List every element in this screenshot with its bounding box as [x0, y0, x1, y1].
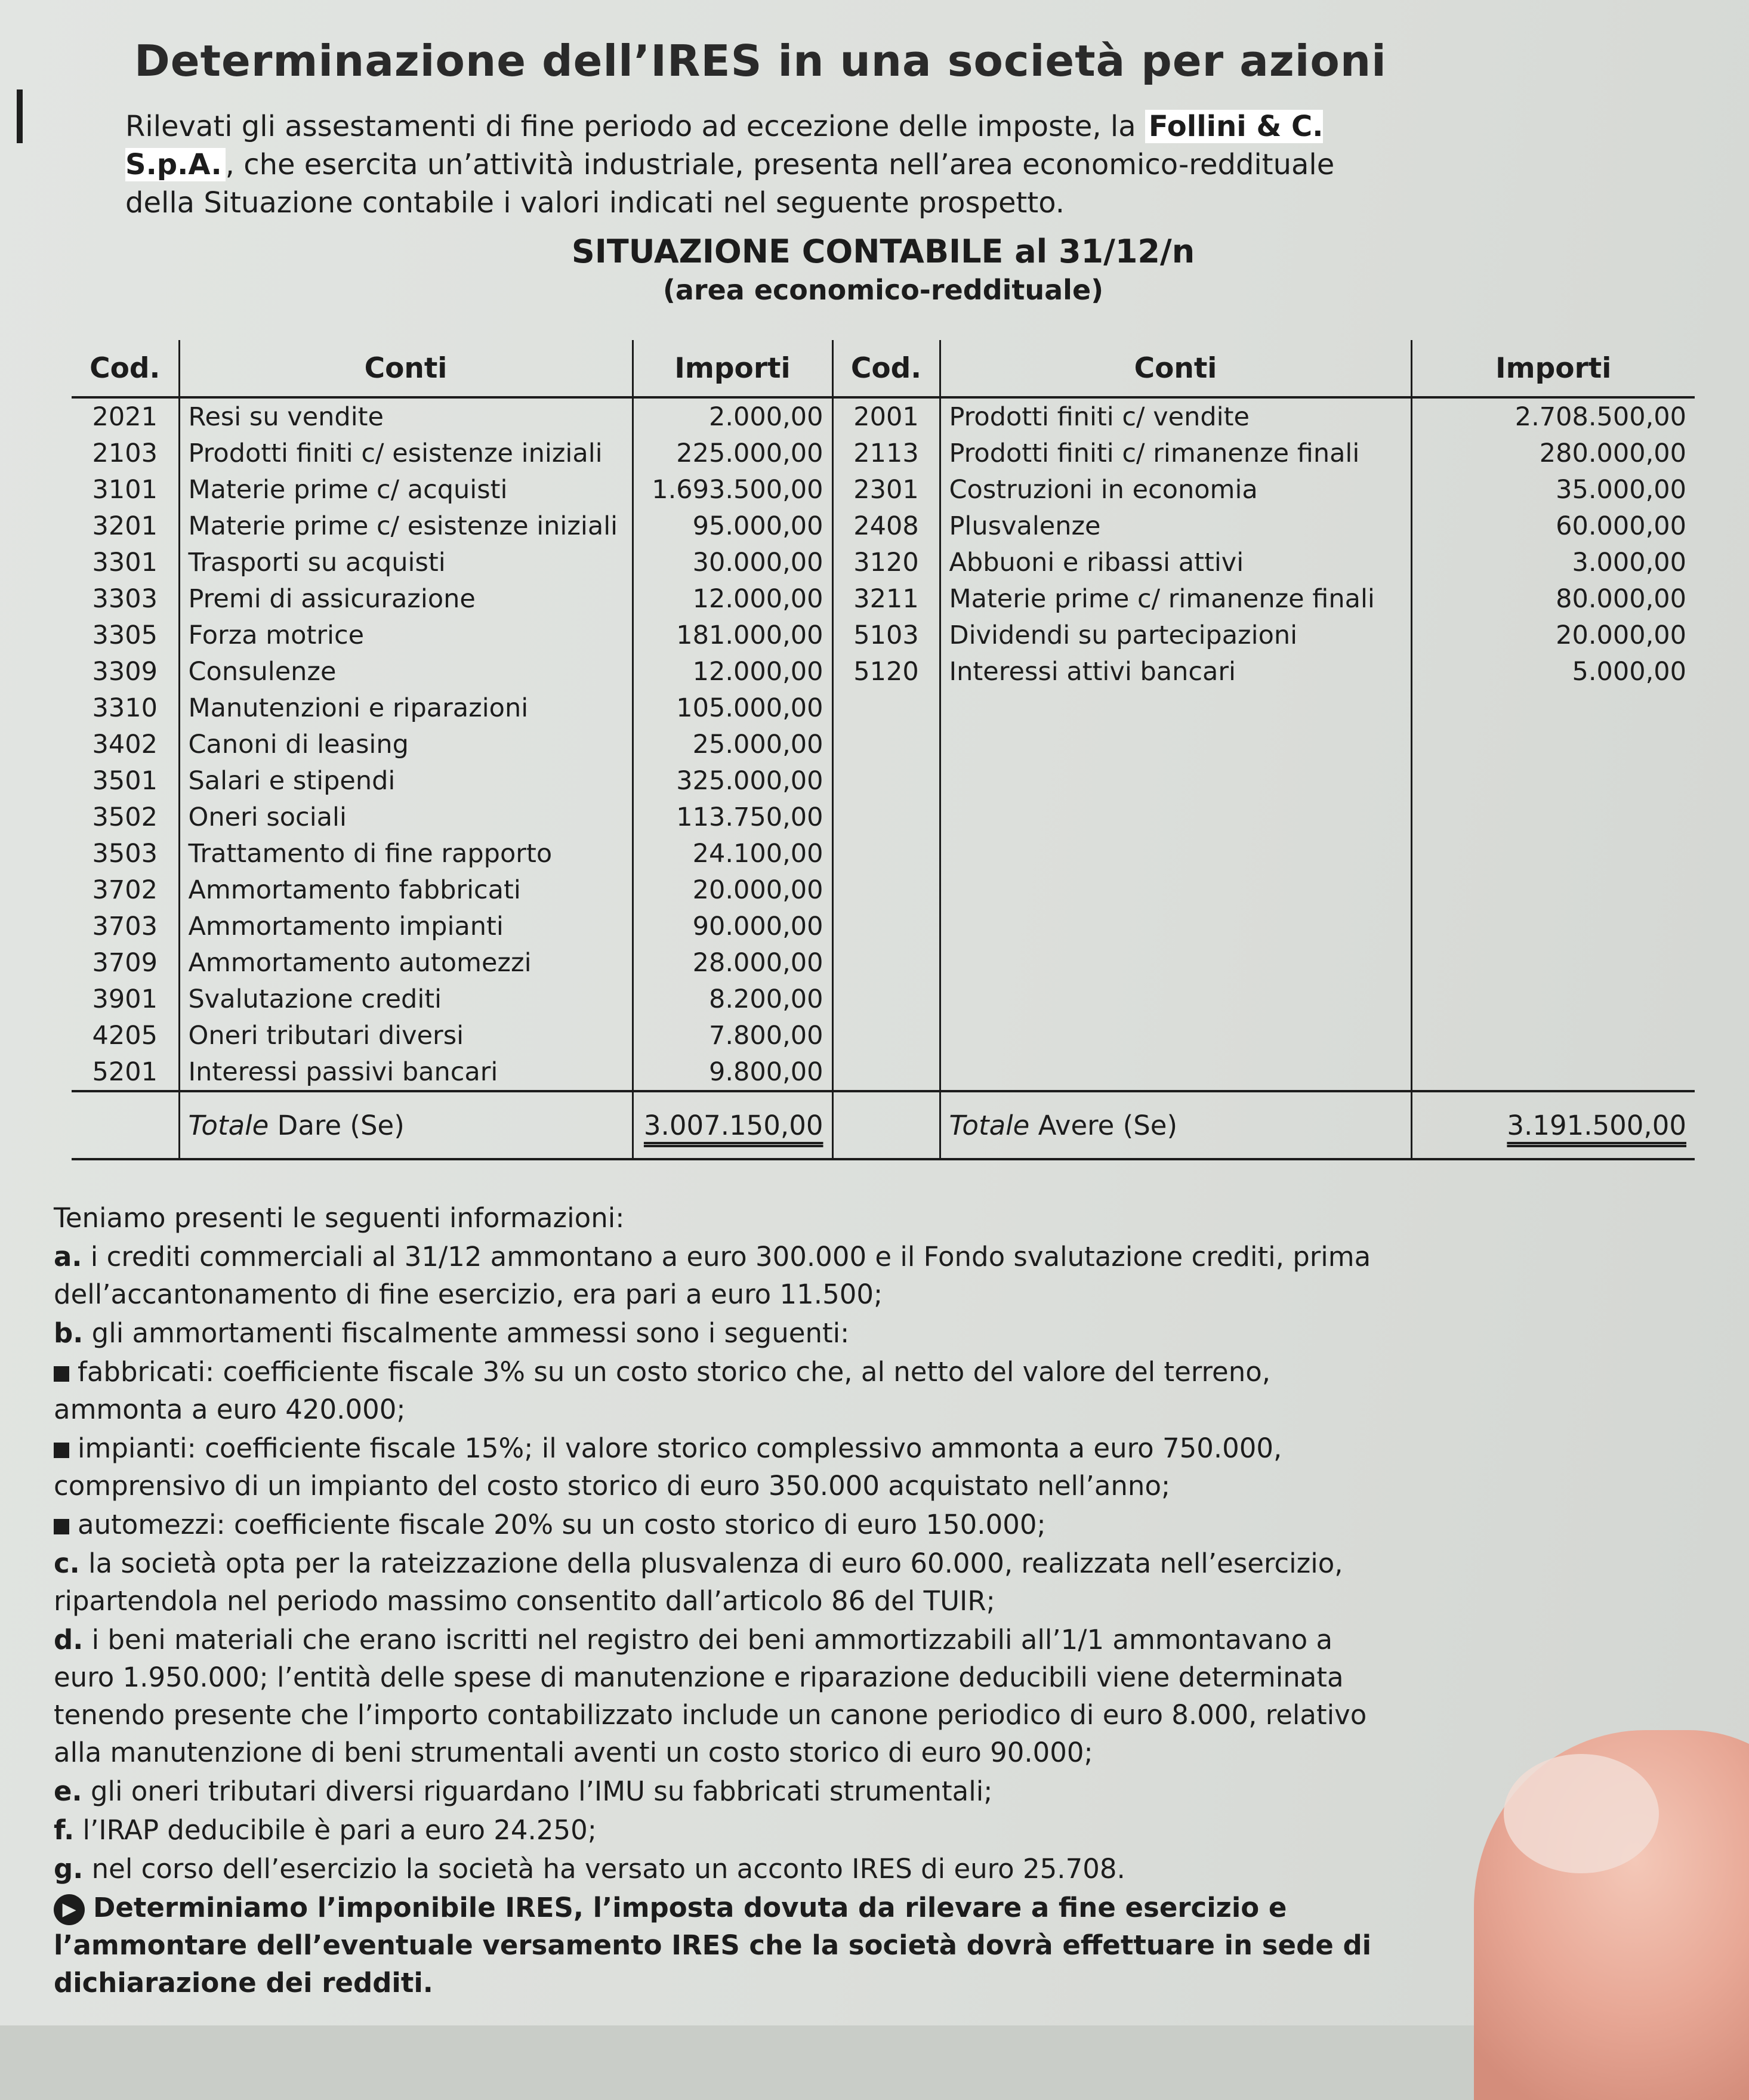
exercise-title: Determinazione dell’IRES in una società per azioni [134, 36, 1387, 86]
dare-conto: Oneri tributari diversi [179, 1017, 633, 1054]
avere-cod: 5103 [832, 617, 940, 653]
avere-importo [1411, 908, 1695, 944]
table-row [72, 508, 1695, 544]
table-row [72, 544, 1695, 580]
avere-conto [940, 799, 1411, 835]
intro-before: Rilevati gli assestamenti di fine periodo ad eccezione delle imposte, la [125, 110, 1145, 143]
dare-conto: Materie prime c/ esistenze iniziali [179, 508, 633, 544]
company-name: Follini & C. S.p.A. [125, 110, 1324, 181]
avere-cod [832, 690, 940, 726]
dare-importo: 12.000,00 [633, 580, 832, 617]
avere-conto [940, 981, 1411, 1017]
table-row [72, 726, 1695, 762]
avere-cod: 5120 [832, 653, 940, 690]
thumbnail-highlight [1504, 1754, 1659, 1873]
dare-importo: 113.750,00 [633, 799, 832, 835]
avere-conto [940, 1017, 1411, 1054]
avere-cod [832, 944, 940, 981]
table-row [72, 653, 1695, 690]
dare-cod: 3709 [92, 947, 158, 978]
avere-cod: 3211 [832, 580, 940, 617]
header-cod-dare: Cod. [72, 340, 179, 397]
avere-importo: 5.000,00 [1411, 653, 1695, 690]
avere-cod: 3120 [832, 544, 940, 580]
avere-conto [940, 726, 1411, 762]
avere-conto: Abbuoni e ribassi attivi [940, 544, 1411, 580]
avere-importo [1411, 1054, 1695, 1091]
table-row [72, 580, 1695, 617]
totale-dare-value: 3.007.150,00 [633, 1091, 832, 1159]
avere-cod [832, 726, 940, 762]
note-e: e. gli oneri tributari diversi riguardano l’IMU su fabbricati strumentali; [54, 1775, 993, 1807]
note-g: g. nel corso dell’esercizio la società ha versato un acconto IRES di euro 25.708. [54, 1853, 1125, 1885]
note-d: d. i beni materiali che erano iscritti nel registro dei beni ammortizzabili all’1/1 ammontavano a euro 1.950.000; l’entità delle spese di manutenzione e riparazione deducibili viene determinata tenendo presente che l’importo contabilizzato include un canone periodico di euro 8.000, relativo alla manutenzione di beni strumentali aventi un costo storico di euro 90.000; [54, 1624, 1367, 1768]
header-conti-avere: Conti [940, 340, 1411, 397]
note-b: b. gli ammortamenti fiscalmente ammessi sono i seguenti: [54, 1317, 850, 1349]
dare-cod: 3101 [92, 474, 158, 505]
dare-conto: Premi di assicurazione [179, 580, 633, 617]
avere-cod: 2001 [832, 397, 940, 435]
dare-importo: 30.000,00 [633, 544, 832, 580]
note-a: a. i crediti commerciali al 31/12 ammontano a euro 300.000 e il Fondo svalutazione crediti, prima dell’accantonamento di fine esercizio, era pari a euro 11.500; [54, 1241, 1371, 1310]
avere-importo: 280.000,00 [1411, 435, 1695, 471]
dare-importo: 12.000,00 [633, 653, 832, 690]
avere-conto: Prodotti finiti c/ vendite [940, 397, 1411, 435]
bullet-square-icon [54, 1366, 69, 1382]
dare-importo: 90.000,00 [633, 908, 832, 944]
avere-importo: 20.000,00 [1411, 617, 1695, 653]
header-conti-dare: Conti [179, 340, 633, 397]
totale-avere-value: 3.191.500,00 [1411, 1091, 1695, 1159]
avere-cod [832, 872, 940, 908]
avere-importo [1411, 944, 1695, 981]
dare-cod: 3305 [92, 620, 158, 650]
statement-title: SITUAZIONE CONTABILE al 31/12/n [571, 233, 1195, 270]
avere-conto [940, 944, 1411, 981]
dare-importo: 24.100,00 [633, 835, 832, 872]
note-b1: fabbricati: coefficiente fiscale 3% su un costo storico che, al netto del valore del terreno, ammonta a euro 420.000; [54, 1356, 1271, 1425]
avere-cod [832, 908, 940, 944]
dare-cod: 3502 [92, 802, 158, 832]
avere-conto [940, 908, 1411, 944]
avere-cod: 2408 [832, 508, 940, 544]
avere-cod: 2113 [832, 435, 940, 471]
table-row [72, 908, 1695, 944]
dare-importo: 225.000,00 [633, 435, 832, 471]
avere-conto: Materie prime c/ rimanenze finali [940, 580, 1411, 617]
dare-importo: 20.000,00 [633, 872, 832, 908]
note-c: c. la società opta per la rateizzazione della plusvalenza di euro 60.000, realizzata nell’esercizio, ripartendola nel periodo massimo consentito dall’articolo 86 del TUIR; [54, 1548, 1343, 1617]
dare-conto: Manutenzioni e riparazioni [179, 690, 633, 726]
dare-conto: Prodotti finiti c/ esistenze iniziali [179, 435, 633, 471]
table-row [72, 435, 1695, 471]
dare-conto: Oneri sociali [179, 799, 633, 835]
dare-importo: 9.800,00 [633, 1054, 832, 1091]
dare-conto: Salari e stipendi [179, 762, 633, 799]
avere-importo [1411, 981, 1695, 1017]
avere-conto: Plusvalenze [940, 508, 1411, 544]
totals-row [72, 1091, 1695, 1159]
avere-importo [1411, 1017, 1695, 1054]
dare-cod: 2021 [92, 402, 158, 432]
avere-importo [1411, 690, 1695, 726]
avere-cod [832, 835, 940, 872]
dare-cod: 2103 [92, 438, 158, 468]
table-row [72, 944, 1695, 981]
avere-conto: Prodotti finiti c/ rimanenze finali [940, 435, 1411, 471]
table-row [72, 617, 1695, 653]
dare-cod: 4205 [92, 1020, 158, 1051]
dare-cod: 3310 [92, 693, 158, 723]
ledger-table [72, 340, 1695, 1160]
avere-importo: 35.000,00 [1411, 471, 1695, 508]
table-row [72, 981, 1695, 1017]
statement-header [78, 233, 1689, 306]
information-list [54, 1199, 1396, 2003]
dare-cod: 3501 [92, 765, 158, 796]
dare-conto: Resi su vendite [179, 397, 633, 435]
note-b3: automezzi: coefficiente fiscale 20% su un costo storico di euro 150.000; [54, 1506, 1396, 1543]
dare-cod: 3901 [92, 984, 158, 1014]
dare-importo: 1.693.500,00 [633, 471, 832, 508]
avere-importo [1411, 872, 1695, 908]
notes-lead: Teniamo presenti le seguenti informazioni: [54, 1202, 625, 1234]
dare-importo: 25.000,00 [633, 726, 832, 762]
dare-conto: Trasporti su acquisti [179, 544, 633, 580]
dare-importo: 7.800,00 [633, 1017, 832, 1054]
avere-cod [832, 1054, 940, 1091]
avere-conto [940, 1054, 1411, 1091]
totale-avere-label: Totale Avere (Se) [940, 1091, 1411, 1159]
dare-conto: Canoni di leasing [179, 726, 633, 762]
avere-importo: 2.708.500,00 [1411, 397, 1695, 435]
dare-importo: 95.000,00 [633, 508, 832, 544]
avere-importo [1411, 799, 1695, 835]
avere-importo: 80.000,00 [1411, 580, 1695, 617]
dare-cod: 5201 [92, 1057, 158, 1087]
avere-importo: 60.000,00 [1411, 508, 1695, 544]
avere-cod [832, 981, 940, 1017]
dare-cod: 3309 [92, 656, 158, 687]
bullet-square-icon [54, 1443, 69, 1458]
avere-cod [832, 1017, 940, 1054]
dare-conto: Consulenze [179, 653, 633, 690]
dare-cod: 3301 [92, 547, 158, 578]
dare-conto: Trattamento di fine rapporto [179, 835, 633, 872]
note-b2: impianti: coefficiente fiscale 15%; il valore storico complessivo ammonta a euro 750.000, comprensivo di un impianto del costo storico di euro 350.000 acquistato nell’anno; [54, 1432, 1282, 1502]
dare-conto: Ammortamento impianti [179, 908, 633, 944]
ledger-body [72, 397, 1695, 1091]
dare-conto: Ammortamento automezzi [179, 944, 633, 981]
header-cod-avere: Cod. [832, 340, 940, 397]
statement-subtitle: (area economico-reddituale) [662, 274, 1104, 306]
dare-importo: 28.000,00 [633, 944, 832, 981]
avere-cod [832, 762, 940, 799]
bullet-square-icon [54, 1519, 69, 1534]
avere-importo [1411, 726, 1695, 762]
intro-after: , che esercita un’attività industriale, presenta nell’area economico-reddituale della Situazione contabile i valori indicati nel seguente prospetto. [125, 148, 1335, 220]
ledger-header-row [72, 340, 1695, 397]
dare-conto: Interessi passivi bancari [179, 1054, 633, 1091]
avere-importo [1411, 835, 1695, 872]
table-row [72, 835, 1695, 872]
avere-conto: Interessi attivi bancari [940, 653, 1411, 690]
table-row [72, 690, 1695, 726]
table-row [72, 799, 1695, 835]
task-paragraph: ▶ Determiniamo l’imponibile IRES, l’imposta dovuta da rilevare a fine esercizio e l’ammontare dell’eventuale versamento IRES che la società dovrà effettuare in sede di dichiarazione dei redditi. [54, 1892, 1372, 1999]
avere-cod [832, 799, 940, 835]
table-row [72, 471, 1695, 508]
dare-cod: 3703 [92, 911, 158, 941]
dare-conto: Ammortamento fabbricati [179, 872, 633, 908]
table-row [72, 762, 1695, 799]
note-f: f. l’IRAP deducibile è pari a euro 24.250; [54, 1814, 597, 1846]
table-row [72, 872, 1695, 908]
dare-conto: Forza motrice [179, 617, 633, 653]
avere-conto: Costruzioni in economia [940, 471, 1411, 508]
intro-paragraph [125, 107, 1408, 222]
totale-dare-label: Totale Dare (Se) [179, 1091, 633, 1159]
dare-cod: 3702 [92, 875, 158, 905]
dare-conto: Materie prime c/ acquisti [179, 471, 633, 508]
margin-mark [17, 89, 23, 143]
dare-cod: 3402 [92, 729, 158, 759]
avere-conto [940, 872, 1411, 908]
avere-conto: Dividendi su partecipazioni [940, 617, 1411, 653]
table-row [72, 1017, 1695, 1054]
play-arrow-icon: ▶ [54, 1894, 85, 1925]
avere-conto [940, 835, 1411, 872]
avere-conto [940, 690, 1411, 726]
avere-importo [1411, 762, 1695, 799]
dare-importo: 181.000,00 [633, 617, 832, 653]
dare-importo: 2.000,00 [633, 397, 832, 435]
dare-importo: 105.000,00 [633, 690, 832, 726]
dare-cod: 3201 [92, 511, 158, 541]
table-row [72, 1054, 1695, 1091]
dare-importo: 8.200,00 [633, 981, 832, 1017]
header-importi-avere: Importi [1411, 340, 1695, 397]
header-importi-dare: Importi [633, 340, 832, 397]
avere-importo: 3.000,00 [1411, 544, 1695, 580]
dare-importo: 325.000,00 [633, 762, 832, 799]
avere-conto [940, 762, 1411, 799]
dare-cod: 3503 [92, 838, 158, 869]
dare-cod: 3303 [92, 583, 158, 614]
table-row [72, 397, 1695, 435]
avere-cod: 2301 [832, 471, 940, 508]
dare-conto: Svalutazione crediti [179, 981, 633, 1017]
